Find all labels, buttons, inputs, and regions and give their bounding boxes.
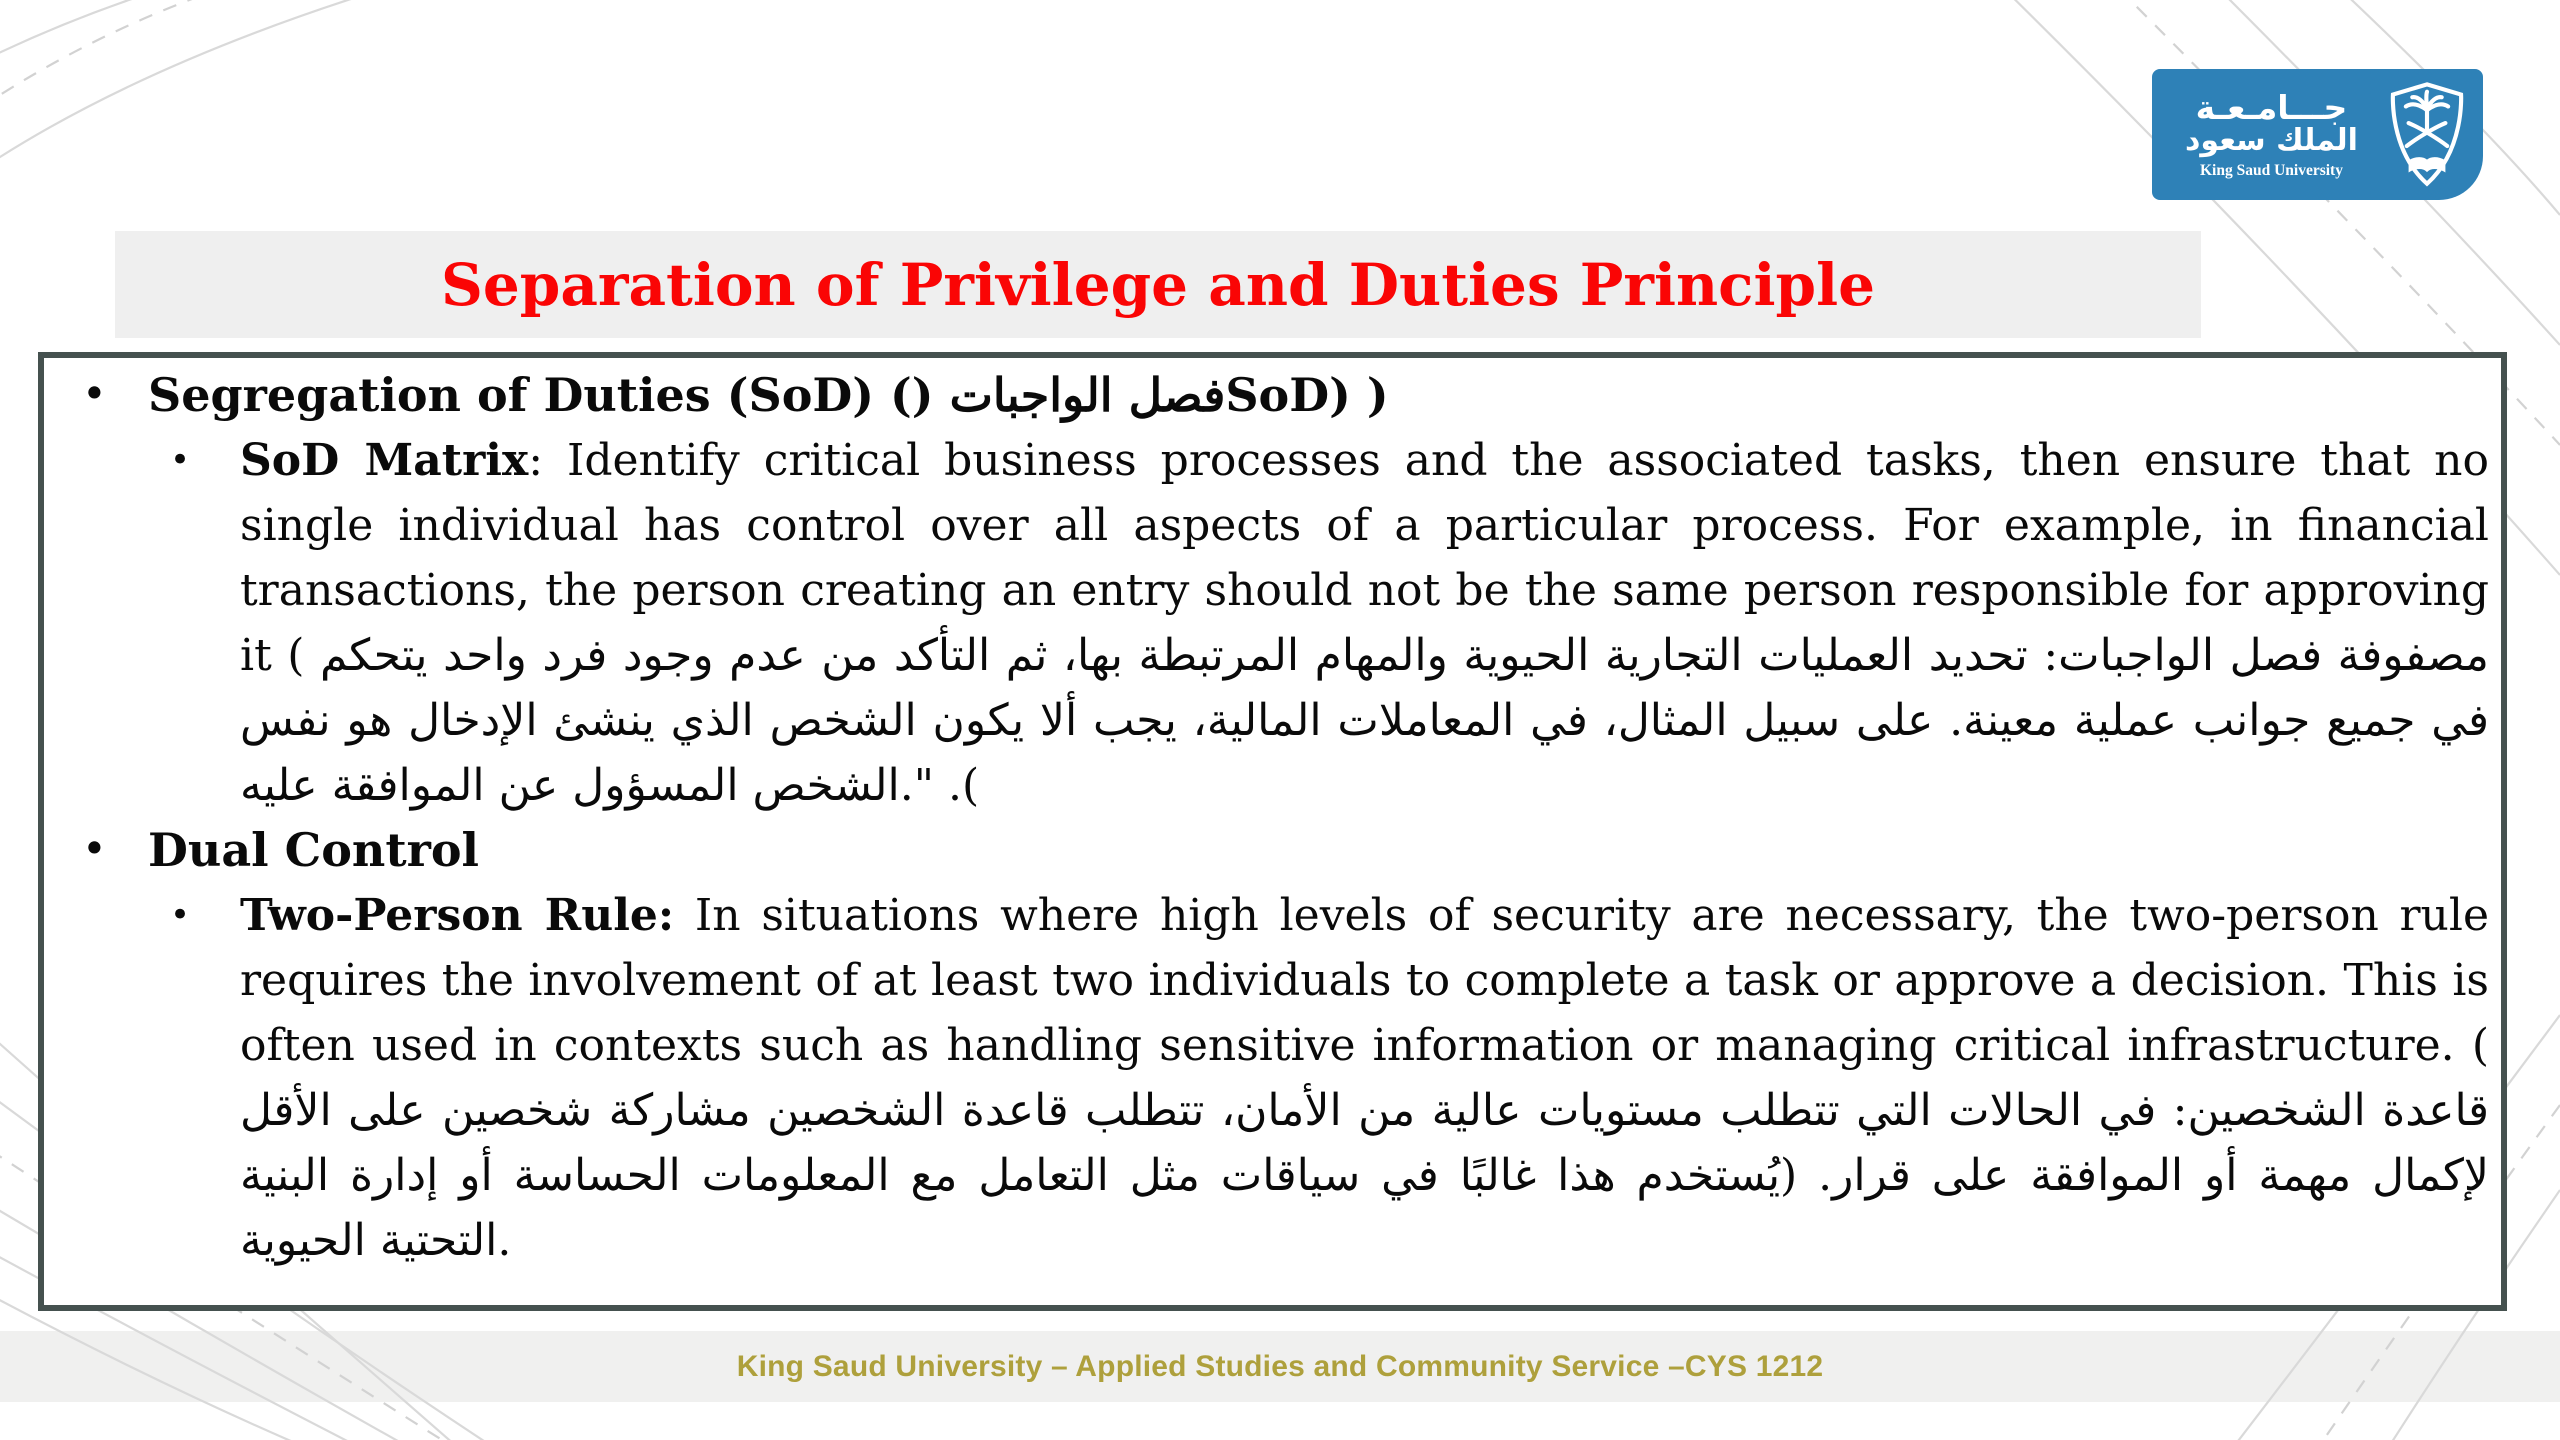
logo-text-block (2168, 87, 2375, 180)
footer-text: King Saud University – Applied Studies and Community Service –CYS 1212 (736, 1349, 1824, 1383)
page-title: Separation of Privilege and Duties Principle (440, 250, 1876, 319)
logo-english-name: King Saud University (2200, 161, 2343, 179)
university-shield-icon (2381, 79, 2473, 191)
logo-arabic-line2: الملك سعود (2185, 123, 2358, 159)
logo-arabic-line1: جـــامـعـة (2195, 87, 2348, 127)
list-item: • Dual Control (44, 818, 2501, 883)
title-band (115, 231, 2201, 338)
content-list (44, 363, 2501, 1273)
university-logo (2152, 69, 2483, 200)
list-item: • Two-Person Rule: In situations where high levels of security are necessary, the two-person rule requires the involvement of at least two individuals to complete a task or approve a decision. This is often used in contexts such as handling sensitive information or managing critical infrastructure. ( قاعدة الشخصين: في الحالات التي تتطلب مستويات عالية من الأمان، تتطلب قاعدة الشخصين مشاركة شخصين على الأقل لإكمال مهمة أو الموافقة على قرار. (يُستخدم هذا غالبًا في سياقات مثل التعامل مع المعلومات الحساسة أو إدارة البنية التحتية الحيوية. (44, 883, 2501, 1273)
content-box (38, 352, 2507, 1311)
list-item: • Segregation of Duties (SoD) () فصل الواجباتSoD) ) (44, 363, 2501, 428)
list-item: • SoD Matrix: Identify critical business processes and the associated tasks, then ensure that no single individual has control over all aspects of a particular process. For example, in financial transactions, the person creating an entry should not be the same person responsible for approving it ( مصفوفة فصل الواجبات: تحديد العمليات التجارية الحيوية والمهام المرتبطة بها، ثم التأكد من عدم وجود فرد واحد يتحكم في جميع جوانب عملية معينة. على سبيل المثال، في المعاملات المالية، يجب ألا يكون الشخص الذي ينشئ الإدخال هو نفس الشخص المسؤول عن الموافقة عليه." .( (44, 428, 2501, 818)
